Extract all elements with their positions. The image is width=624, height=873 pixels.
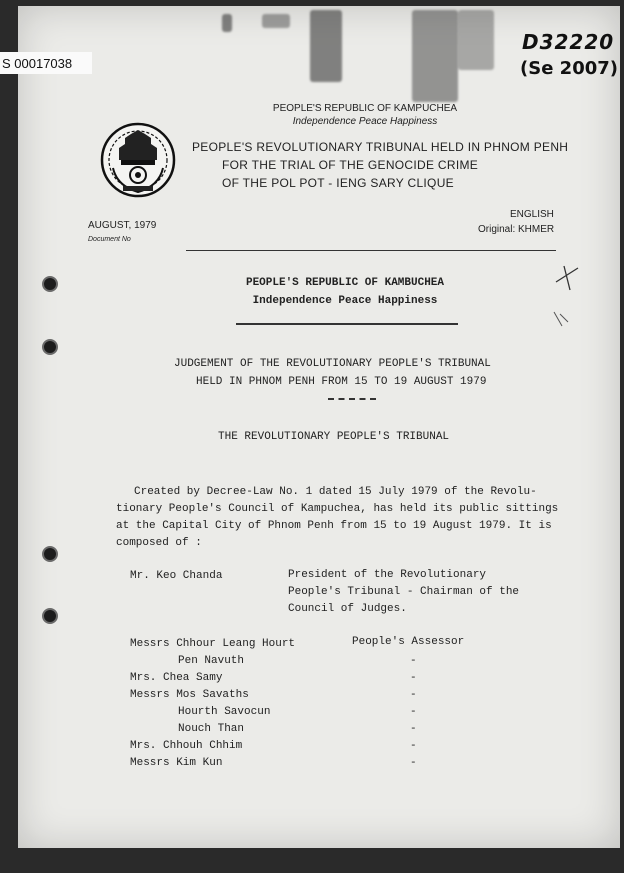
punch-hole (42, 276, 58, 292)
header-tribunal-line3: OF THE POL POT - IENG SARY CLIQUE (222, 176, 454, 190)
member-name: Pen Navuth (178, 655, 245, 667)
body-heading-rule (236, 323, 458, 325)
body-country: PEOPLE'S REPUBLIC OF KAMBUCHEA (245, 277, 445, 289)
punch-hole (42, 608, 58, 624)
member-name: Hourth Savocun (178, 706, 271, 718)
scan-smudge (222, 14, 232, 32)
kampuchea-emblem-icon (99, 120, 177, 202)
punch-hole (42, 546, 58, 562)
president-name: Mr. Keo Chanda (130, 570, 223, 582)
header-tribunal-line2: FOR THE TRIAL OF THE GENOCIDE CRIME (222, 158, 479, 172)
member-role: - (410, 672, 417, 684)
president-role3: Council of Judges. (288, 603, 407, 615)
member-name: Mrs. Chea Samy (130, 672, 223, 684)
scan-smudge (412, 10, 458, 102)
scan-smudge (262, 14, 290, 28)
para-line1: Created by Decree-Law No. 1 dated 15 July 1979 of the Revolu- (134, 486, 537, 498)
member-role: - (410, 740, 417, 752)
member-name: Messrs Kim Kun (130, 757, 223, 769)
judgement-line2: HELD IN PHNOM PENH FROM 15 TO 19 AUGUST 1979 (196, 376, 487, 388)
punch-hole (42, 339, 58, 355)
header-doc-no: Document No (88, 236, 131, 243)
handwritten-ref: D32220 (522, 30, 615, 54)
para-line4: composed of : (116, 537, 202, 549)
header-tribunal-line1: PEOPLE'S REVOLUTIONARY TRIBUNAL HELD IN PHNOM PENH (192, 140, 569, 154)
member-name: Messrs Chhour Leang Hourt (130, 638, 296, 650)
member-name: Mrs. Chhouh Chhim (130, 740, 243, 752)
member-role: - (410, 757, 417, 769)
header-country: PEOPLE'S REPUBLIC OF KAMPUCHEA (272, 103, 458, 114)
assessor-heading: People's Assessor (352, 636, 465, 648)
member-role: - (410, 655, 417, 667)
member-role: - (410, 723, 417, 735)
member-name: Messrs Mos Savaths (130, 689, 249, 701)
president-role1: President of the Revolutionary (288, 569, 487, 581)
president-role2: People's Tribunal - Chairman of the (288, 586, 520, 598)
header-original: Original: KHMER (478, 224, 555, 235)
judgement-line1: JUDGEMENT OF THE REVOLUTIONARY PEOPLE'S TRIBUNAL (174, 358, 491, 370)
para-line2: tionary People's Council of Kampuchea, has held its public sittings (116, 503, 559, 515)
member-role: - (410, 706, 417, 718)
para-line3: at the Capital City of Phnom Penh from 15 to 19 August 1979. It is (116, 520, 552, 532)
body-motto: Independence Peace Happiness (252, 295, 438, 307)
header-language: ENGLISH (510, 209, 554, 220)
tribunal-heading: THE REVOLUTIONARY PEOPLE'S TRIBUNAL (218, 431, 450, 443)
header-date: AUGUST, 1979 (88, 220, 157, 231)
margin-pencil-mark (548, 262, 588, 332)
member-role: - (410, 689, 417, 701)
scan-smudge (458, 10, 494, 70)
header-motto: Independence Peace Happiness (292, 116, 438, 127)
scan-smudge (310, 10, 342, 82)
header-rule (186, 250, 556, 251)
stamp-id: S 00017038 (2, 56, 73, 71)
judgement-dash-rule (328, 398, 376, 400)
member-name: Nouch Than (178, 723, 245, 735)
handwritten-se: (Se 2007) (520, 58, 618, 79)
